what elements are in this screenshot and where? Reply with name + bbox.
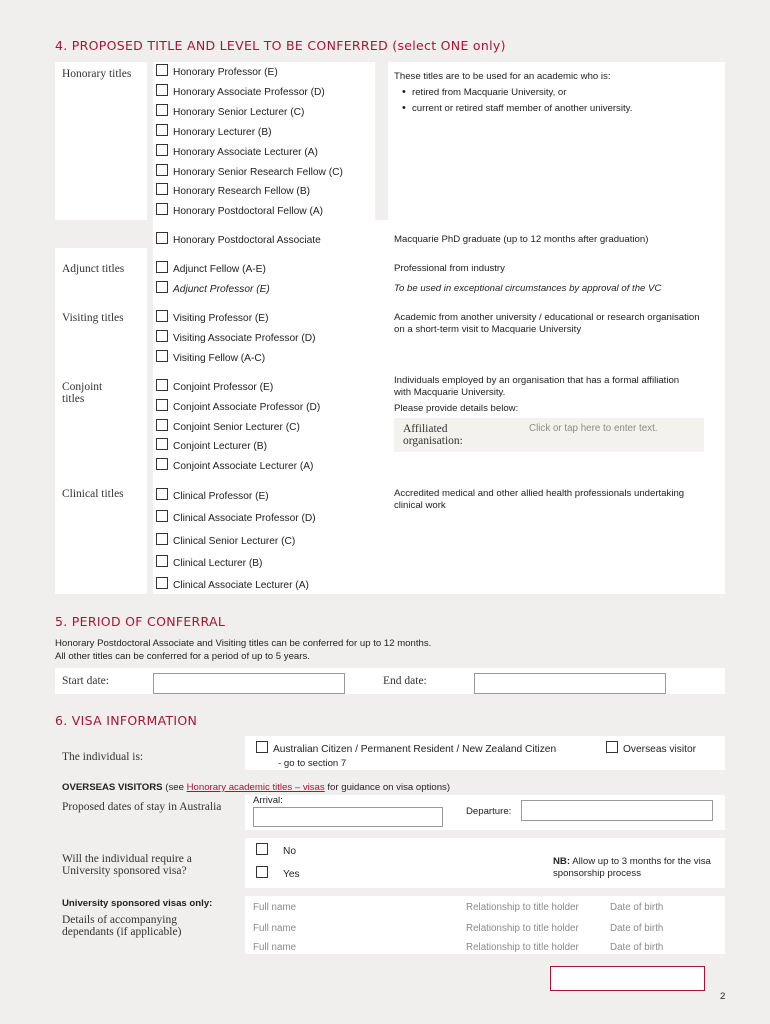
shade-left	[147, 62, 153, 594]
period-line-1: Honorary Postdoctoral Associate and Visiting titles can be conferred for up to 12 months.	[55, 638, 432, 649]
checkbox[interactable]	[156, 458, 168, 470]
honorary-option-3[interactable]: Honorary Lecturer (B)	[156, 124, 272, 138]
overseas-option[interactable]: Overseas visitor	[606, 741, 696, 755]
clinical-option-1[interactable]: Clinical Associate Professor (D)	[156, 510, 316, 524]
checkbox[interactable]	[156, 164, 168, 176]
nb-note	[553, 856, 713, 880]
sponsor-no-option[interactable]: No	[256, 843, 296, 857]
honorary-bullet-0: • retired from Macquarie University, or	[412, 87, 566, 99]
arrival-input[interactable]	[253, 807, 443, 827]
checkbox[interactable]	[156, 379, 168, 391]
visiting-note: Academic from another university / educational or research organisation on a short-term visit to Macquarie University	[394, 312, 700, 335]
conjoint-option-2[interactable]: Conjoint Senior Lecturer (C)	[156, 419, 300, 433]
page-number: 2	[720, 991, 726, 1002]
stay-label: Proposed dates of stay in Australia	[62, 801, 222, 813]
checkbox[interactable]	[256, 741, 268, 753]
dependant-relationship-2[interactable]: Relationship to title holder	[466, 923, 579, 934]
uni-only-label: University sponsored visas only:	[62, 898, 213, 909]
conjoint-option-4[interactable]: Conjoint Associate Lecturer (A)	[156, 458, 313, 472]
start-date-label: Start date:	[62, 675, 109, 687]
adjunct-note-1: To be used in exceptional circumstances by approval of the VC	[394, 283, 662, 294]
visiting-option-2[interactable]: Visiting Fellow (A-C)	[156, 350, 265, 364]
clinical-option-0[interactable]: Clinical Professor (E)	[156, 488, 269, 502]
checkbox[interactable]	[156, 533, 168, 545]
dependant-name-3[interactable]: Full name	[253, 942, 297, 953]
checkbox[interactable]	[156, 183, 168, 195]
clinical-note: Accredited medical and other allied health professionals undertaking clinical work	[394, 488, 685, 511]
checkbox[interactable]	[156, 488, 168, 500]
honorary-option-2[interactable]: Honorary Senior Lecturer (C)	[156, 104, 304, 118]
conjoint-option-3[interactable]: Conjoint Lecturer (B)	[156, 438, 267, 452]
citizen-sub: - go to section 7	[278, 758, 347, 769]
checkbox[interactable]	[256, 866, 268, 878]
section-6-title: 6. VISA INFORMATION	[55, 713, 198, 728]
adjunct-option-1[interactable]: Adjunct Professor (E)	[156, 281, 270, 295]
checkbox[interactable]	[156, 577, 168, 589]
visiting-option-0[interactable]: Visiting Professor (E)	[156, 310, 269, 324]
visa-guidance-link[interactable]: Honorary academic titles – visas	[186, 782, 325, 793]
overseas-heading	[62, 782, 450, 794]
dependant-name-1[interactable]: Full name	[253, 902, 297, 913]
adjunct-note-0: Professional from industry	[394, 263, 505, 274]
action-button[interactable]	[550, 966, 705, 991]
checkbox[interactable]	[156, 124, 168, 136]
overseas-heading-pre: (see	[162, 782, 187, 793]
honorary-bullet-1: • current or retired staff member of another university.	[412, 103, 632, 115]
checkbox[interactable]	[156, 64, 168, 76]
dependant-relationship-3[interactable]: Relationship to title holder	[466, 942, 579, 953]
nb-bold: NB:	[553, 856, 571, 867]
honorary-option-5[interactable]: Honorary Senior Research Fellow (C)	[156, 164, 343, 178]
postdoc-note: Macquarie PhD graduate (up to 12 months after graduation)	[394, 234, 649, 245]
honorary-option-1[interactable]: Honorary Associate Professor (D)	[156, 84, 325, 98]
honorary-option-7[interactable]: Honorary Postdoctoral Fellow (A)	[156, 203, 323, 217]
checkbox[interactable]	[156, 510, 168, 522]
dependant-dob-2[interactable]: Date of birth	[610, 923, 664, 934]
checkbox[interactable]	[156, 104, 168, 116]
checkbox[interactable]	[156, 281, 168, 293]
checkbox[interactable]	[156, 144, 168, 156]
checkbox[interactable]	[156, 310, 168, 322]
checkbox[interactable]	[156, 419, 168, 431]
start-date-input[interactable]	[153, 673, 345, 694]
clinical-option-4[interactable]: Clinical Associate Lecturer (A)	[156, 577, 309, 591]
checkbox[interactable]	[156, 261, 168, 273]
affiliated-input[interactable]: Click or tap here to enter text.	[529, 423, 658, 434]
dependant-dob-1[interactable]: Date of birth	[610, 902, 664, 913]
dependant-relationship-1[interactable]: Relationship to title holder	[466, 902, 579, 913]
nb-text: Allow up to 3 months for the visa sponsorship process	[553, 856, 711, 879]
honorary-label: Honorary titles	[62, 68, 132, 80]
end-date-input[interactable]	[474, 673, 666, 694]
conjoint-option-0[interactable]: Conjoint Professor (E)	[156, 379, 273, 393]
visiting-option-1[interactable]: Visiting Associate Professor (D)	[156, 330, 316, 344]
conjoint-note: Individuals employed by an organisation that has a formal affiliation with Macquarie University.	[394, 375, 680, 398]
sponsor-label: Will the individual require a University sponsored visa?	[62, 853, 192, 877]
arrival-label: Arrival:	[253, 795, 283, 806]
conjoint-option-1[interactable]: Conjoint Associate Professor (D)	[156, 399, 320, 413]
adjunct-option-0[interactable]: Adjunct Fellow (A-E)	[156, 261, 266, 275]
checkbox[interactable]	[256, 843, 268, 855]
period-line-2: All other titles can be conferred for a period of up to 5 years.	[55, 651, 310, 662]
dependant-dob-3[interactable]: Date of birth	[610, 942, 664, 953]
dependants-label: Details of accompanying dependants (if applicable)	[62, 914, 182, 938]
dependant-name-2[interactable]: Full name	[253, 923, 297, 934]
sponsor-yes-option[interactable]: Yes	[256, 866, 300, 880]
checkbox[interactable]	[156, 330, 168, 342]
honorary-option-0[interactable]: Honorary Professor (E)	[156, 64, 278, 78]
clinical-option-2[interactable]: Clinical Senior Lecturer (C)	[156, 533, 295, 547]
checkbox[interactable]	[606, 741, 618, 753]
adjunct-label: Adjunct titles	[62, 263, 125, 275]
checkbox[interactable]	[156, 350, 168, 362]
checkbox[interactable]	[156, 438, 168, 450]
shade-row-gap	[55, 220, 147, 248]
departure-input[interactable]	[521, 800, 713, 821]
honorary-postdoc-associate[interactable]: Honorary Postdoctoral Associate	[156, 232, 321, 246]
overseas-heading-post: for guidance on visa options)	[324, 782, 451, 793]
individual-label: The individual is:	[62, 751, 144, 763]
honorary-note: These titles are to be used for an academic who is:	[394, 71, 611, 82]
conjoint-note-2: Please provide details below:	[394, 403, 519, 414]
clinical-label: Clinical titles	[62, 488, 124, 500]
section-5-title: 5. PERIOD OF CONFERRAL	[55, 614, 226, 629]
clinical-option-3[interactable]: Clinical Lecturer (B)	[156, 555, 262, 569]
citizen-option[interactable]: Australian Citizen / Permanent Resident / New Zealand Citizen	[256, 741, 556, 755]
checkbox[interactable]	[156, 232, 168, 244]
checkbox[interactable]	[156, 203, 168, 215]
honorary-option-4[interactable]: Honorary Associate Lecturer (A)	[156, 144, 318, 158]
honorary-option-6[interactable]: Honorary Research Fellow (B)	[156, 183, 310, 197]
checkbox[interactable]	[156, 399, 168, 411]
checkbox[interactable]	[156, 555, 168, 567]
visiting-label: Visiting titles	[62, 312, 124, 324]
section-4-title: 4. PROPOSED TITLE AND LEVEL TO BE CONFERRED (select ONE only)	[55, 38, 506, 53]
overseas-heading-bold: OVERSEAS VISITORS	[62, 782, 163, 793]
affiliated-label: Affiliated organisation:	[403, 423, 463, 447]
end-date-label: End date:	[383, 675, 427, 687]
conjoint-label: Conjoint titles	[62, 381, 103, 405]
shade-right-top	[375, 62, 388, 220]
departure-label: Departure:	[466, 806, 512, 817]
checkbox[interactable]	[156, 84, 168, 96]
